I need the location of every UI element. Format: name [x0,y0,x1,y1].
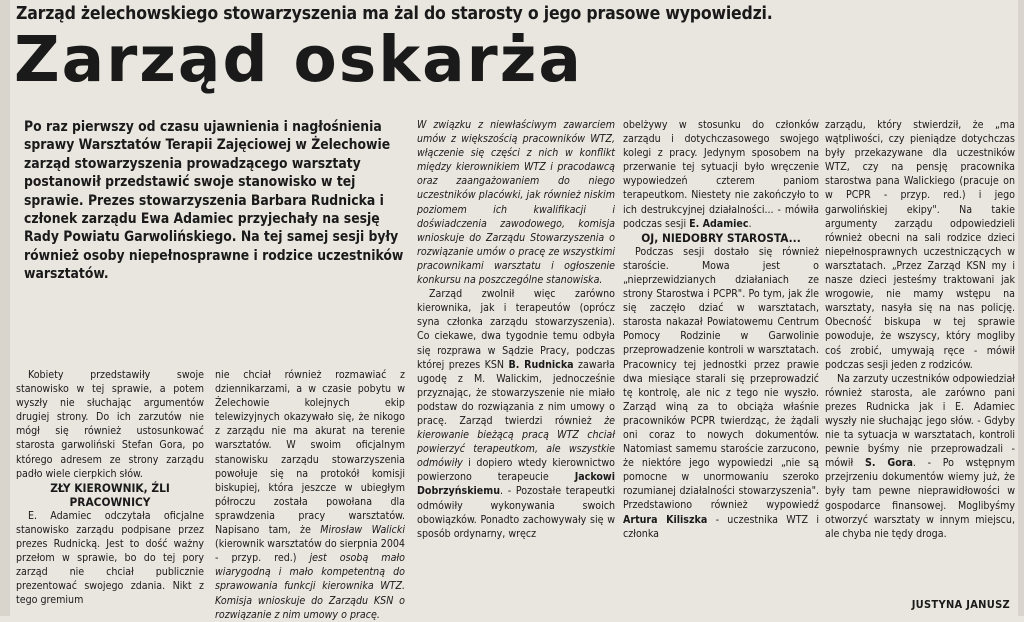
column-2 [215,368,405,622]
col5-paragraph-1: zarządu, który stwierdził, że „ma wątpliwości, czy pieniądze dotychczas były przekazywane dla uczestników WTZ, czy na pensję pracownika starostwa pana Walickiego (pracuje on w PCPR - przyp. red.) i jego garwolińskiej ekipy". Na takie argumenty zarządu odpowiedzieli również obecni na sali rodzice dzieci niepełnosprawnych uczestniczących w warsztatach. „Przez Zarząd KSN my i nasze dzieci jesteśmy traktowani jak wrogowie, nie mamy wstępu na warsztaty, nasyła się na nas policję. Obecność biskupa w tej sprawie powoduje, że wszyscy, który mogliby coś zrobić, umywają ręce - mówił podczas sesji jeden z rodziców. [825,119,1015,371]
col3-text-d: że kierowanie bieżącą pracą WTZ chciał powierzyć terapeutkom, ale wszystkie odmówiły [417,414,615,470]
col2-text-d: jest osobą mało wiarygodną i mało kompetentną do sprawowania funkcji kierownika WTZ. Komisja wnioskuje do Zarządu KSN o rozwiązanie z nim umowy o pracę. [215,552,405,621]
col1-subhead: ZŁY KIEROWNIK, ŹLI PRACOWNICY [50,480,170,509]
col1-paragraph-1: Kobiety przedstawiły swoje stanowisko w tej sprawie, a potem wyszły nie słuchając argumentów drugiej strony. Do ich zarzutów nie mógł się również ustosunkować starosta garwoliński Stefan Gora, po którego adresem ze strony zarządu padło wiele cierpkich słów. [16,369,204,480]
col2-text-a: nie chciał również rozmawiać z dziennikarzami, a w czasie pobytu w Żelechowie kolejnych ekip telewizyjnych okazywało się, że nikogo z zarządu nie ma akurat na terenie warsztatów. W swoim oficjalnym stanowisku zarządu stowarzyszenia powołuje się na protokół komisji biskupiej, która jeszcze w ubiegłym półroczu została powołana dla sprawdzenia pracy warsztatów. Napisano tam, że [215,369,405,537]
col3-paragraph-2 [417,287,615,541]
col2-text-c: (kierownik warsztatów do sierpnia 2004 - przyp. red.) [215,538,405,565]
col5-paragraph-2 [825,372,1015,541]
col4-text-d: Podczas sesji dostało się również staroście. Mowa jest o „nieprzewidzianych działaniach ze strony Starostwa i PCPR". Po tym, jak źle się zaczęło dziać w warsztatach, starosta nakazał Powiatowemu Centrum Pomocy Rodzinie w Garwolinie przeprowadzenie kontroli w warsztatach. Pracownicy tej jednostki przez prawie dwa miesiące starali się przeprowadzić tę kontrolę, ale nic z tego nie wyszło. Zarząd winą za to obciąża właśnie pracowników PCPR twierdząc, że żądali oni coraz to nowych dokumentów. Natomiast samemu staroście zarzucono, że niektóre jego wypowiedzi „nie są pomocne w unormowaniu szeroko rozumianej działalności stowarzyszenia". Przedstawiono również wypowiedź [623,245,819,512]
lead-paragraph [24,118,409,284]
col3-text-g: . - Pozostałe terapeutki odmówiły wykonywania swoich obowiązków. Ponadto zachowywały się w sposób ordynarny, wręcz [417,485,615,540]
kicker: Zarząd żelechowskiego stowarzyszenia ma żal do starosty o jego prasowe wypowiedzi. [16,4,773,24]
col5-text-a: Na zarzuty uczestników odpowiedział również starosta, ale zarówno pani prezes Rudnicka jak i E. Adamiec wyszły nie słuchając jego słów. - Gdyby nie ta sytuacja w warsztatach, kontroli pewnie byśmy nie przeprowadzali - mówił [825,372,1015,470]
col5-text-b: S. Gora [864,457,913,470]
headline: Zarząd oskarża [14,23,583,96]
col3-paragraph-1: W związku z niewłaściwym zawarciem umów z większością pracowników WTZ, włączenie się części z nich w konflikt między kierownikiem WTZ i pracodawcą oraz zaangażowaniem do niego uczestników placówki, jak również niskim poziomem ich kwalifikacji i doświadczenia zawodowego, komisja wnioskuje do Zarządu Stowarzyszenia o rozwiązanie umów o pracę ze wszystkimi pracownikami warsztatu i ogłoszenie konkursu na poszczególne stanowiska. [417,119,615,287]
col4-paragraph-2 [623,245,819,541]
col3-text-b: B. Rudnicka [508,358,574,371]
col4-text-a: obelżywy w stosunku do członków zarządu i dotychczasowego swojego kolegi z pracy. Jedynym sposobem na przerwanie tej sytuacji było wręczenie wypowiedzeń czterem paniom terapeutkom. Niestety nie zakończyło to ich destrukcyjnej działalności... - mówiła podczas sesji [623,119,819,230]
column-3 [417,118,615,541]
left-margin-bleed [0,0,10,616]
col3-text-a: Zarząd zwolnił więc zarówno kierownika, jak i terapeutów (oprócz syna członka zarządu stowarzyszenia). Co ciekawe, dwa tygodnie temu odbyła się rozprawa w Sądzie Pracy, podczas której prezes KSN [417,288,615,371]
byline: JUSTYNA JANUSZ [911,598,1010,611]
col4-text-e: Artura Kiliszka [623,513,708,526]
col1-paragraph-2: E. Adamiec odczytała oficjalne stanowisko zarządu podpisane przez prezes Rudnicką. Jest to dość ważny przełom w sprawie, bo do tej pory zarząd nie chciał publicznie prezentować swojego zdania. Nikt z tego gremium [16,509,204,607]
col2-text-b: Mirosław Walicki [320,524,405,537]
col3-text-f: Jackowi Dobrzyńskiemu [417,471,615,498]
col4-text-c: . [748,217,752,230]
col3-text-c: zawarła ugodę z M. Walickim, jednocześnie przyznając, że stowarzyszenie nie miało podstaw do rozwiązania z nim umowy o pracę. Zarząd twierdzi również [417,358,615,427]
col2-paragraph-1 [215,368,405,622]
col4-paragraph-1 [623,118,819,231]
col4-text-f: - uczestnika WTZ i członka [623,513,819,540]
right-margin-bleed [1018,0,1024,616]
column-1 [16,368,204,607]
lead-text: Po raz pierwszy od czasu ujawnienia i nagłośnienia sprawy Warsztatów Terapii Zajęciowej w Żelechowie zarząd stowarzyszenia prowadzącego warsztaty postanowił przedstawić swoje stanowisko w tej sprawie. Prezes stowarzyszenia Barbara Rudnicka i członek zarządu Ewa Adamiec przyjechały na sesję Rady Powiatu Garwolińskiego. Na tej samej sesji były również osoby niepełnosprawne i rodzice uczestników warsztatów. [24,119,404,283]
col4-subhead: OJ, NIEDOBRY STAROSTA... [641,230,801,245]
col5-text-c: . - Po wstępnym przejrzeniu dokumentów wiemy już, że były tam pewne nieprawidłowości w gospodarce finansowej. Moglibyśmy otworzyć warsztaty w innym miejscu, ale chyba nie tędy droga. [825,457,1016,540]
col4-text-b: E. Adamiec [689,217,749,230]
column-5 [825,118,1015,541]
column-4 [623,118,819,541]
col3-text-e: i dopiero wtedy kierownictwo powierzono terapeucie [417,457,615,484]
